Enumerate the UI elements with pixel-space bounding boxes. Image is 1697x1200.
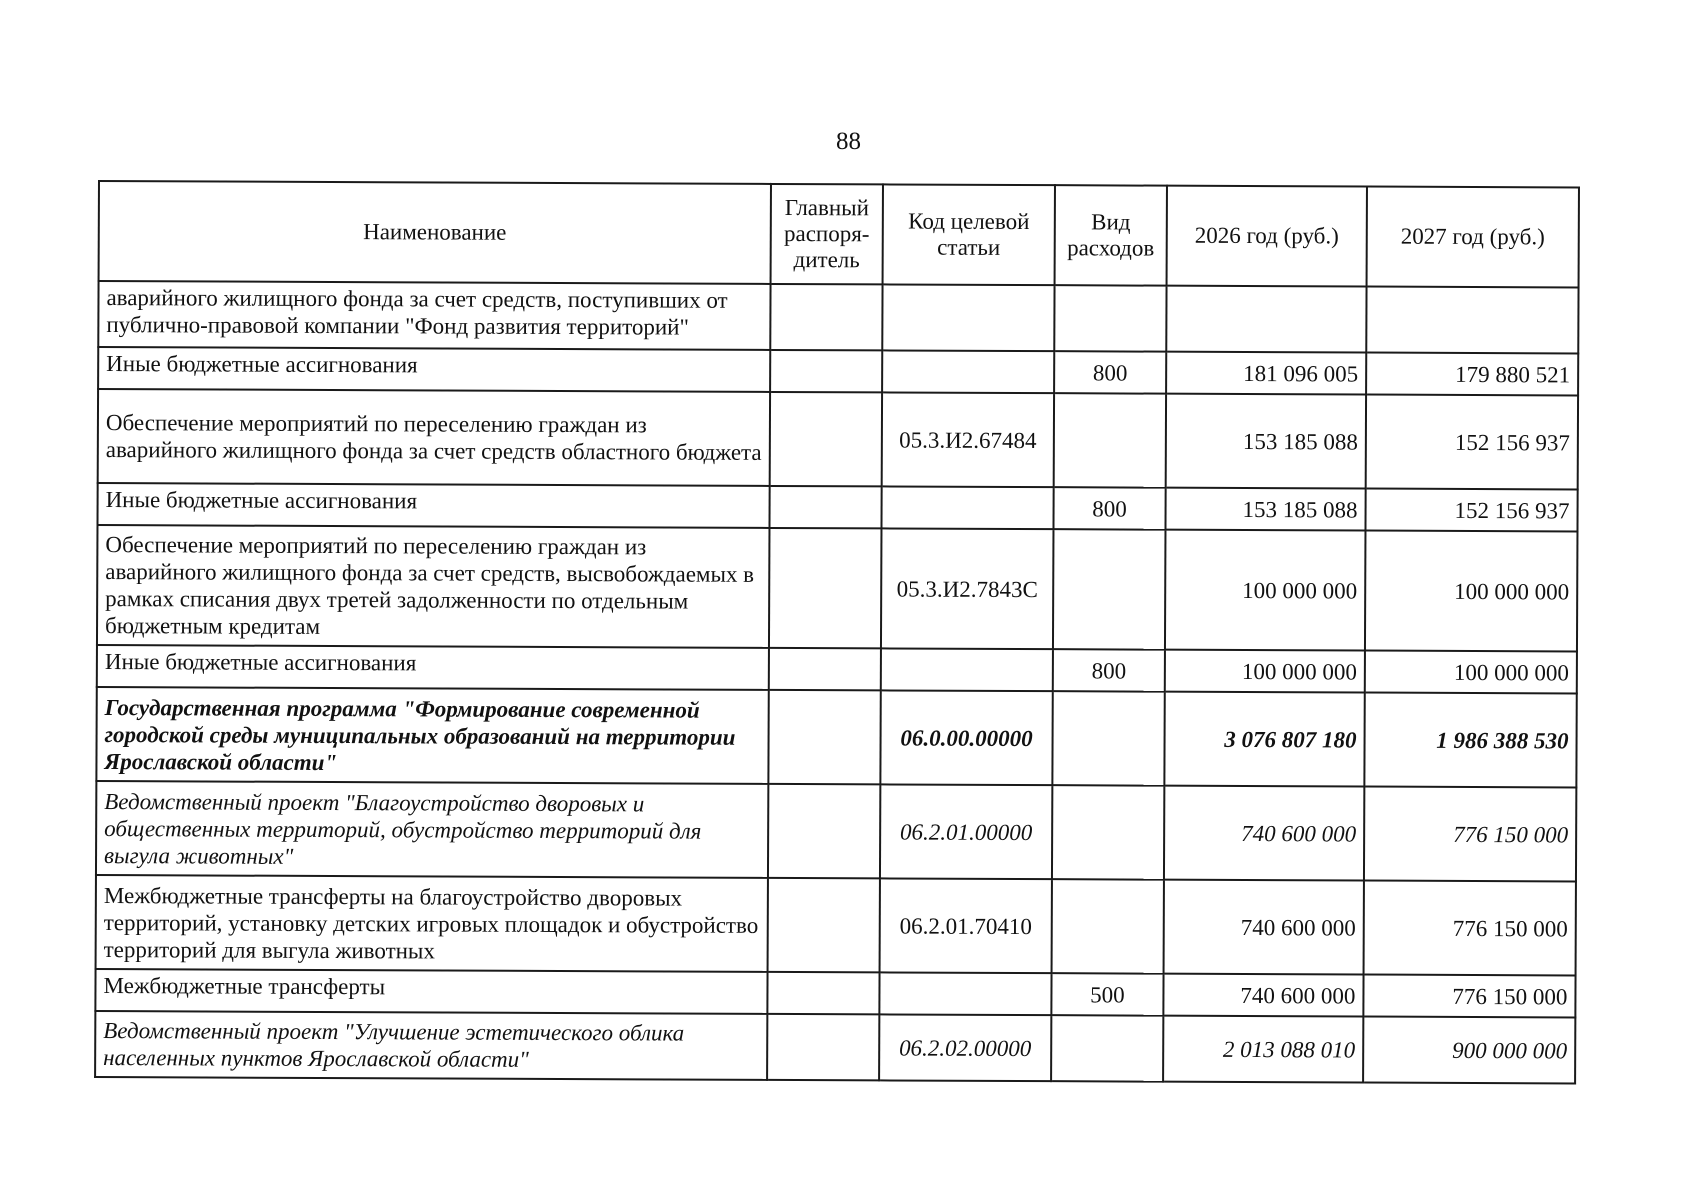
cell-name: Обеспечение мероприятий по переселению граждан из аварийного жилищного фонда за счет средств областного бюджета [98, 389, 770, 486]
cell-type: 800 [1053, 487, 1165, 529]
cell-type [1054, 393, 1166, 487]
cell-2026: 153 185 088 [1165, 488, 1365, 531]
cell-2027: 776 150 000 [1364, 881, 1576, 976]
page-number: 88 [836, 128, 861, 155]
cell-2026: 100 000 000 [1165, 530, 1366, 651]
cell-2026: 153 185 088 [1166, 394, 1366, 489]
cell-2027: 776 150 000 [1363, 975, 1575, 1018]
cell-code: 06.2.01.00000 [880, 784, 1052, 879]
cell-admin [768, 690, 880, 784]
cell-type [1053, 529, 1166, 649]
header-year-2027: 2027 год (руб.) [1367, 187, 1579, 288]
cell-2026: 740 600 000 [1164, 880, 1364, 975]
cell-2027: 1 986 388 530 [1364, 693, 1576, 788]
cell-2026: 3 076 807 180 [1164, 692, 1364, 787]
cell-2027: 152 156 937 [1365, 489, 1577, 532]
header-code: Код целевой статьи [883, 184, 1055, 285]
cell-admin [769, 648, 881, 690]
cell-code: 06.2.02.00000 [879, 1014, 1051, 1081]
cell-admin [767, 1014, 879, 1080]
cell-2027: 152 156 937 [1366, 395, 1578, 490]
cell-2027: 776 150 000 [1364, 787, 1576, 882]
cell-2027: 100 000 000 [1365, 531, 1578, 652]
table-header-row [99, 181, 1579, 287]
cell-type [1052, 691, 1164, 785]
cell-name: Государственная программа "Формирование современной городской среды муниципальных образований на территории Ярославской области" [96, 687, 768, 784]
table-row [98, 281, 1578, 353]
cell-code: 05.3.И2.7843С [881, 528, 1054, 649]
cell-code [882, 350, 1054, 393]
cell-name: Иные бюджетные ассигнования [98, 347, 770, 392]
cell-2027: 179 880 521 [1366, 353, 1578, 396]
cell-type [1052, 879, 1164, 973]
cell-admin [770, 392, 882, 486]
table-row [97, 525, 1578, 651]
cell-admin [768, 878, 880, 972]
cell-type [1051, 1015, 1163, 1081]
header-type: Вид расходов [1055, 185, 1167, 285]
cell-name: Ведомственный проект "Благоустройство дворовых и общественных территорий, обустройство территорий для выгула животных" [96, 781, 768, 878]
cell-name: Межбюджетные трансферты на благоустройство дворовых территорий, установку детских игровых площадок и обустройство территорий для выгула животных [96, 875, 768, 972]
cell-code [881, 648, 1053, 691]
header-admin: Главный распоря-дитель [771, 184, 883, 284]
cell-code [882, 284, 1054, 351]
cell-name: Иные бюджетные ассигнования [97, 645, 769, 690]
cell-2026: 740 600 000 [1163, 974, 1363, 1017]
cell-2026: 181 096 005 [1166, 352, 1366, 395]
cell-type [1052, 785, 1164, 879]
table-row [97, 483, 1577, 531]
cell-2027 [1366, 287, 1578, 354]
cell-type: 800 [1053, 649, 1165, 691]
cell-type [1054, 285, 1166, 351]
cell-admin [767, 972, 879, 1014]
cell-code: 05.3.И2.67484 [882, 392, 1054, 487]
header-year-2026: 2026 год (руб.) [1167, 186, 1367, 287]
cell-2026: 740 600 000 [1164, 786, 1364, 881]
cell-2027: 900 000 000 [1363, 1017, 1575, 1084]
cell-type: 800 [1054, 351, 1166, 393]
cell-code [881, 486, 1053, 529]
table-row [96, 781, 1576, 881]
cell-admin [770, 350, 882, 392]
cell-admin [769, 486, 881, 528]
table-row [97, 645, 1577, 693]
cell-name: Обеспечение мероприятий по переселению граждан из аварийного жилищного фонда за счет средств, высвобождаемых в рамках списания двух третей задолженности по отдельным бюджетным кредитам [97, 525, 770, 648]
cell-name: Межбюджетные трансферты [95, 969, 767, 1014]
cell-admin [769, 528, 882, 648]
table-row [98, 389, 1578, 489]
table-row [95, 1011, 1575, 1083]
table-body [95, 281, 1578, 1083]
cell-2026: 2 013 088 010 [1163, 1016, 1363, 1083]
cell-2026: 100 000 000 [1165, 650, 1365, 693]
cell-2027: 100 000 000 [1365, 651, 1577, 694]
header-name: Наименование [99, 181, 771, 284]
cell-type: 500 [1051, 973, 1163, 1015]
cell-code: 06.2.01.70410 [880, 878, 1052, 973]
cell-name: Ведомственный проект "Улучшение эстетического облика населенных пунктов Ярославской области" [95, 1011, 767, 1080]
table-row [95, 969, 1575, 1017]
cell-name: аварийного жилищного фонда за счет средств, поступивших от публично-правовой компании "Фонд развития территорий" [98, 281, 770, 350]
table-row [98, 347, 1578, 395]
cell-admin [770, 284, 882, 350]
cell-2026 [1166, 286, 1366, 353]
table-row [96, 875, 1576, 975]
cell-admin [768, 784, 880, 878]
cell-code: 06.0.00.00000 [880, 690, 1052, 785]
budget-table [94, 180, 1580, 1084]
cell-name: Иные бюджетные ассигнования [97, 483, 769, 528]
table-row [96, 687, 1576, 787]
cell-code [879, 972, 1051, 1015]
